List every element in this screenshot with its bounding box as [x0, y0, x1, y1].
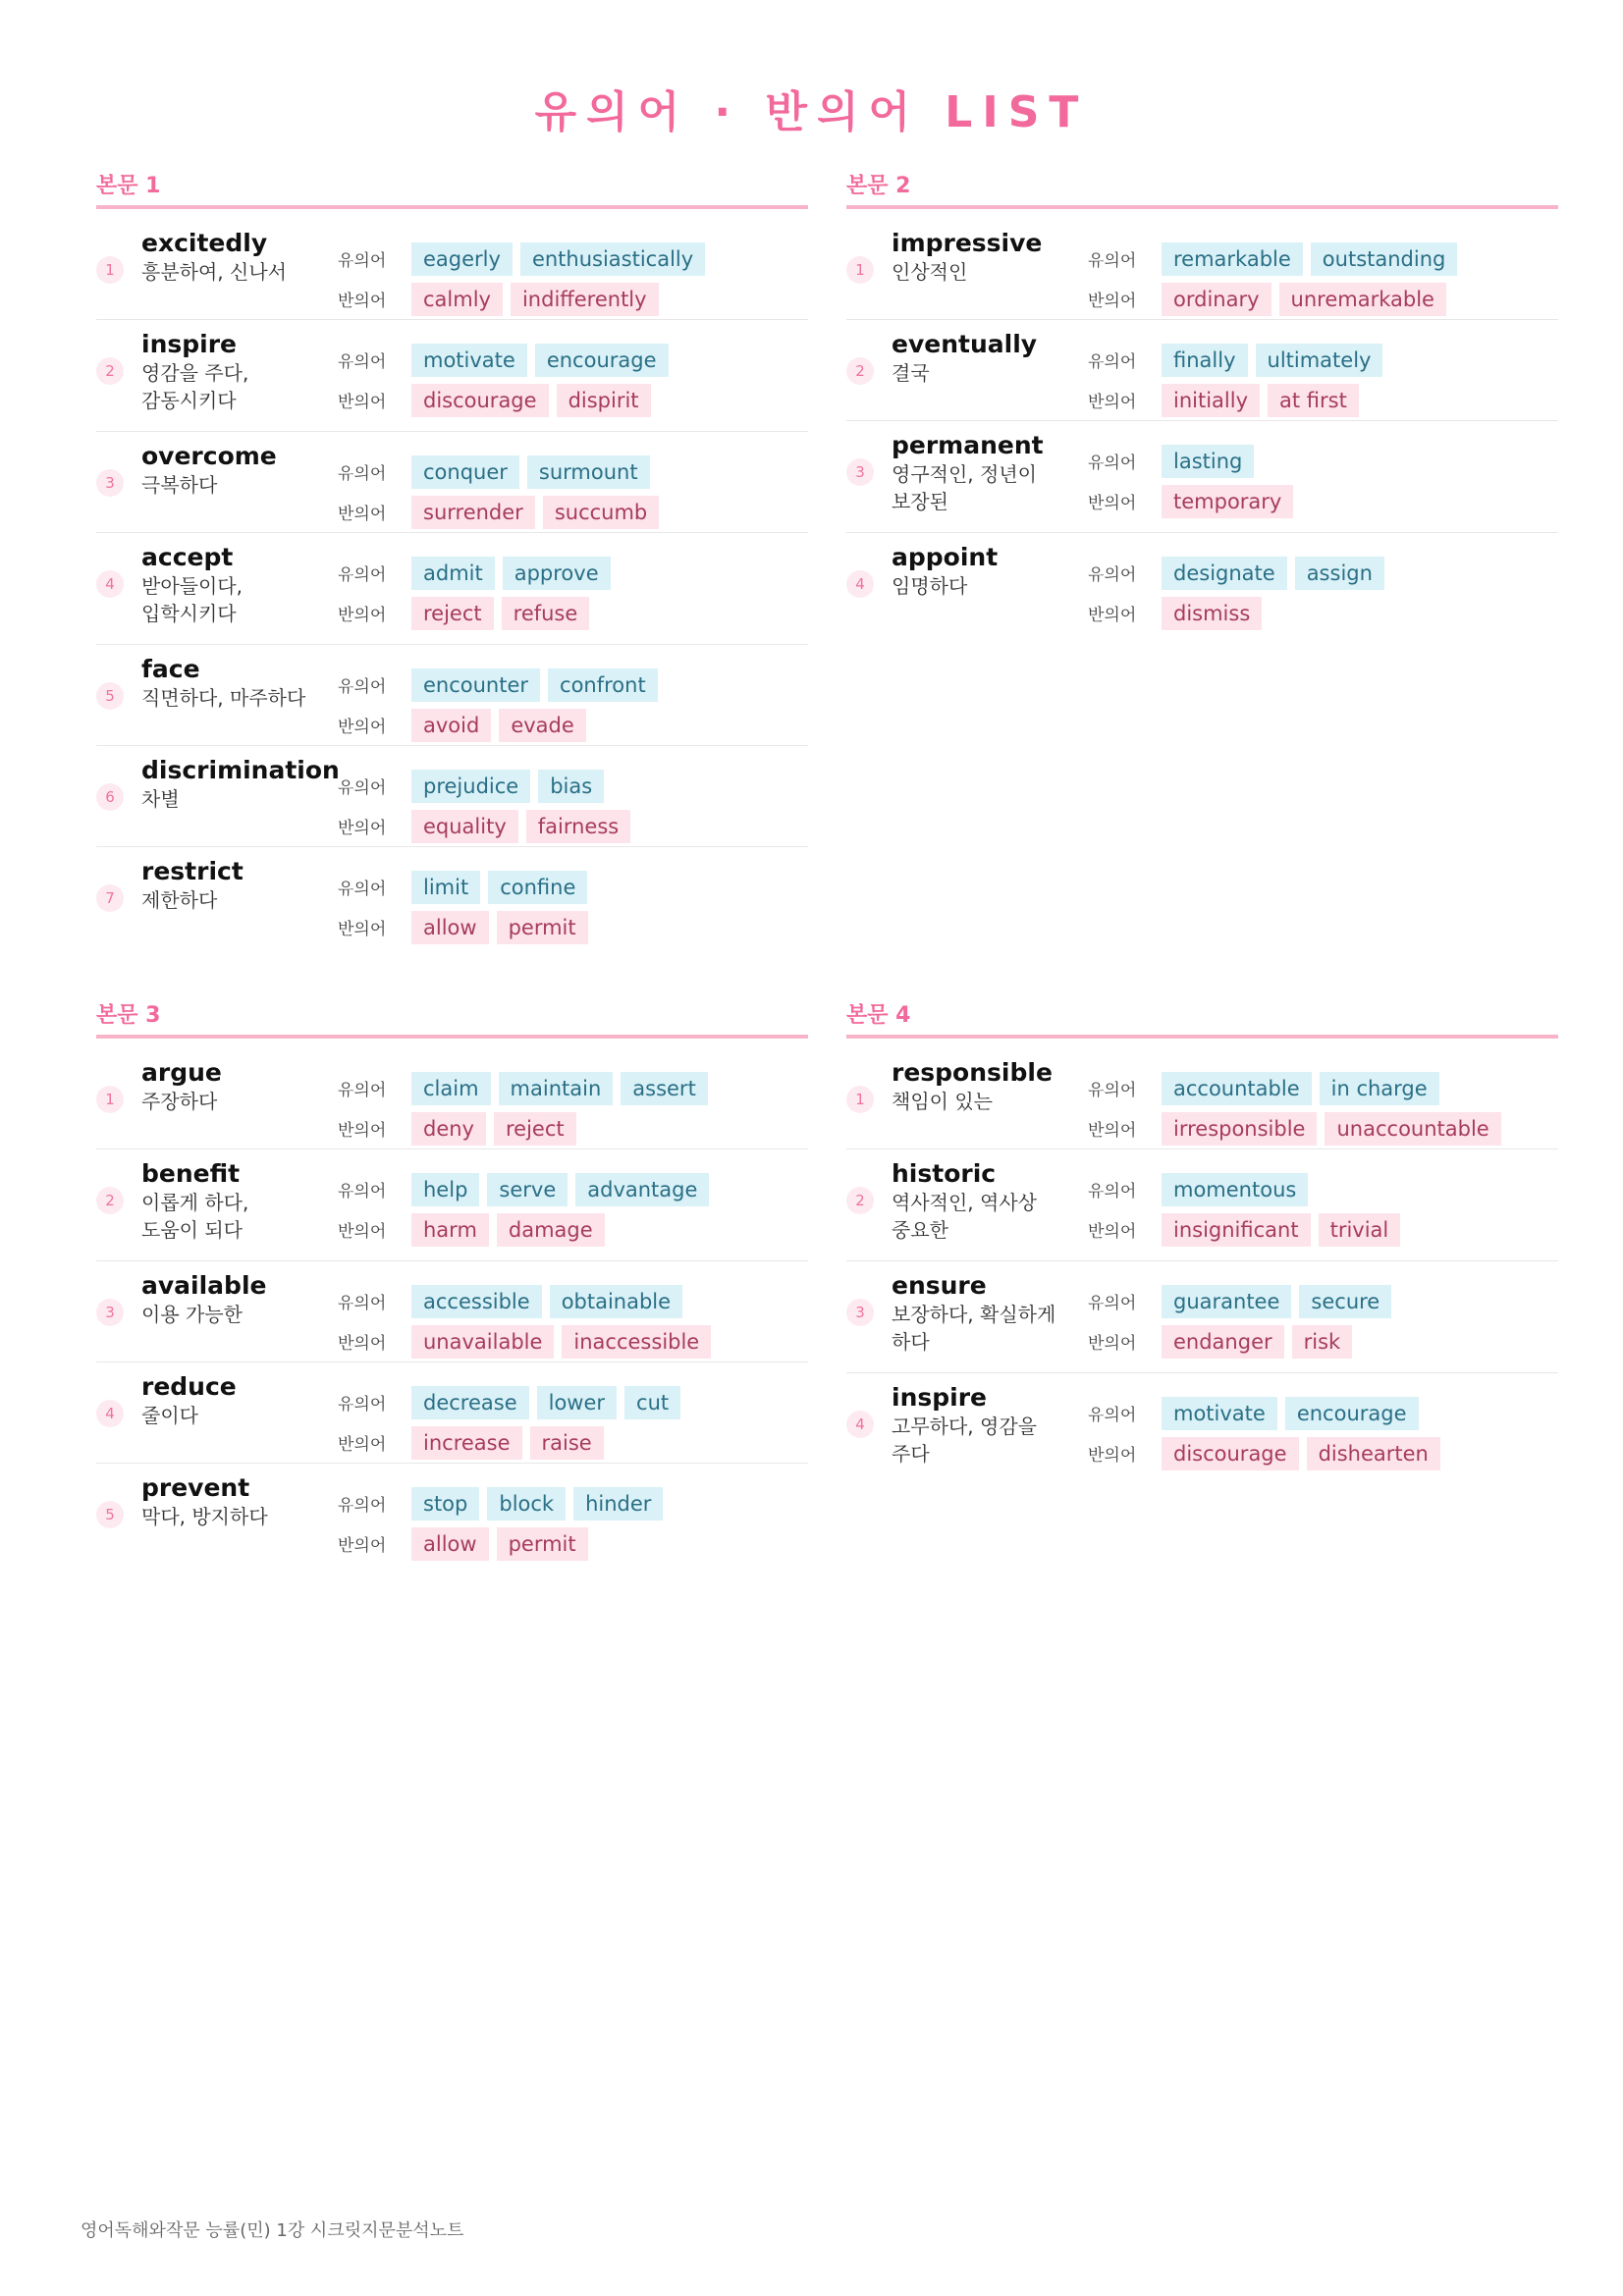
- antonym-label: 반의어: [1088, 606, 1137, 625]
- antonym-chip: inaccessible: [562, 1325, 711, 1359]
- synonym-chip: outstanding: [1311, 242, 1458, 276]
- synonym-chip: help: [411, 1173, 479, 1206]
- antonym-chip: endanger: [1162, 1325, 1284, 1359]
- antonym-row: [338, 380, 676, 420]
- synonym-row: [338, 1483, 671, 1523]
- entry-meaning: 주다: [892, 1442, 930, 1466]
- antonym-chip: indifferently: [511, 283, 659, 316]
- entry-number: 2: [96, 357, 124, 385]
- synonym-chip: decrease: [411, 1386, 529, 1419]
- antonym-label: 반의어: [1088, 292, 1137, 311]
- antonym-chip: allow: [411, 1527, 489, 1561]
- vocab-entry: [96, 847, 808, 947]
- relation-rows: [338, 766, 638, 846]
- word-column: [141, 543, 338, 627]
- relation-rows: [338, 1068, 716, 1148]
- vocab-entry: [846, 1048, 1558, 1149]
- entry-meaning: 감동시키다: [141, 389, 237, 412]
- antonym-chip: risk: [1292, 1325, 1353, 1359]
- synonym-row: [1088, 1281, 1399, 1321]
- antonym-chip: equality: [411, 810, 518, 843]
- synonym-chip: maintain: [499, 1072, 614, 1105]
- vocab-entry: [846, 533, 1558, 633]
- entry-meaning: 책임이 있는: [892, 1090, 993, 1113]
- antonym-label: 반의어: [338, 505, 387, 524]
- relation-rows: [1088, 1169, 1408, 1250]
- entry-meaning: 임명하다: [892, 574, 968, 598]
- antonym-label: 반의어: [338, 292, 387, 311]
- antonym-label: 반의어: [1088, 1334, 1137, 1354]
- synonym-chip: advantage: [575, 1173, 709, 1206]
- word-column: [892, 543, 1088, 600]
- antonym-row: [338, 1209, 717, 1250]
- entry-number: 1: [846, 1086, 874, 1113]
- entry-word: excitedly: [141, 229, 268, 257]
- synonym-chip: ultimately: [1256, 344, 1383, 377]
- synonym-row: [338, 665, 666, 705]
- entry-word: available: [141, 1271, 267, 1300]
- antonym-label: 반의어: [1088, 1121, 1137, 1141]
- synonym-chip: stop: [411, 1487, 479, 1521]
- antonym-chip: dismiss: [1162, 597, 1262, 630]
- entry-number: 4: [846, 570, 874, 598]
- entry-word: prevent: [141, 1473, 250, 1502]
- entry-meaning: 인상적인: [892, 260, 968, 284]
- antonym-chip: at first: [1268, 384, 1359, 417]
- antonym-chip: evade: [499, 709, 585, 742]
- synonym-chip: designate: [1162, 557, 1287, 590]
- entry-number: 3: [846, 458, 874, 486]
- antonym-row: [1088, 1321, 1399, 1362]
- entry-word: benefit: [141, 1159, 241, 1188]
- footer-text: 영어독해와작문 능률(민) 1강 시크릿지문분석노트: [81, 2220, 464, 2241]
- synonym-chip: serve: [487, 1173, 568, 1206]
- antonym-chip: harm: [411, 1213, 489, 1247]
- section-heading: 본문 3: [96, 994, 808, 1039]
- antonym-row: [1088, 481, 1301, 521]
- antonym-chip: surrender: [411, 496, 535, 529]
- relation-rows: [1088, 1068, 1509, 1148]
- word-column: [141, 442, 338, 499]
- synonym-chip: bias: [538, 770, 604, 803]
- synonym-chip: accessible: [411, 1285, 542, 1318]
- antonym-row: [338, 1108, 716, 1148]
- entry-word: appoint: [892, 543, 999, 571]
- word-column: [141, 1473, 338, 1530]
- synonym-label: 유의어: [1088, 1081, 1137, 1100]
- entry-meaning: 도움이 되다: [141, 1218, 243, 1242]
- antonym-chip: calmly: [411, 283, 503, 316]
- word-column: [141, 330, 338, 414]
- entry-word: responsible: [892, 1058, 1053, 1087]
- synonym-chip: lower: [537, 1386, 617, 1419]
- relation-rows: [338, 867, 596, 947]
- entry-number: 1: [846, 256, 874, 284]
- entry-word: face: [141, 655, 200, 683]
- relation-rows: [338, 1483, 671, 1564]
- synonym-row: [1088, 441, 1301, 481]
- relation-rows: [1088, 239, 1465, 319]
- synonym-label: 유의어: [1088, 1294, 1137, 1313]
- synonym-chip: limit: [411, 871, 480, 904]
- vocab-entry: [96, 645, 808, 746]
- word-column: [892, 1058, 1088, 1115]
- antonym-label: 반의어: [338, 819, 387, 838]
- relation-rows: [338, 1169, 717, 1250]
- section-heading: 본문 4: [846, 994, 1558, 1039]
- entry-meaning: 주장하다: [141, 1090, 218, 1113]
- entry-meaning: 입학시키다: [141, 602, 237, 625]
- antonym-label: 반의어: [338, 718, 387, 737]
- antonym-chip: permit: [497, 911, 588, 944]
- vocab-entry: [96, 219, 808, 320]
- synonym-chip: accountable: [1162, 1072, 1312, 1105]
- antonym-row: [338, 907, 596, 947]
- synonym-chip: assign: [1295, 557, 1384, 590]
- antonym-row: [1088, 380, 1390, 420]
- word-column: [141, 1058, 338, 1115]
- synonym-row: [338, 1068, 716, 1108]
- word-column: [892, 1271, 1088, 1356]
- relation-rows: [1088, 441, 1301, 521]
- antonym-row: [1088, 279, 1465, 319]
- synonym-label: 유의어: [1088, 1406, 1137, 1425]
- entry-meaning: 흥분하여, 신나서: [141, 260, 287, 284]
- antonym-row: [1088, 1209, 1408, 1250]
- antonym-chip: discourage: [411, 384, 549, 417]
- antonym-label: 반의어: [1088, 1446, 1137, 1466]
- antonym-chip: permit: [497, 1527, 588, 1561]
- antonym-label: 반의어: [338, 393, 387, 412]
- relation-rows: [338, 1382, 688, 1463]
- vocab-entry: [846, 1373, 1558, 1484]
- antonym-chip: reject: [411, 597, 494, 630]
- synonym-row: [1088, 553, 1392, 593]
- synonym-chip: momentous: [1162, 1173, 1308, 1206]
- synonym-label: 유의어: [338, 251, 387, 271]
- entry-meaning: 보장하다, 확실하게: [892, 1303, 1056, 1326]
- entry-number: 1: [96, 1086, 124, 1113]
- entry-meaning: 역사적인, 역사상: [892, 1191, 1037, 1214]
- synonym-chip: confine: [488, 871, 587, 904]
- word-column: [141, 857, 338, 914]
- antonym-chip: unaccountable: [1325, 1112, 1500, 1146]
- antonym-chip: initially: [1162, 384, 1260, 417]
- entry-meaning: 이롭게 하다,: [141, 1191, 249, 1214]
- word-column: [141, 1159, 338, 1244]
- synonym-chip: prejudice: [411, 770, 530, 803]
- antonym-chip: reject: [494, 1112, 576, 1146]
- entry-number: 2: [846, 1187, 874, 1214]
- synonym-chip: conquer: [411, 455, 519, 489]
- synonym-label: 유의어: [1088, 352, 1137, 372]
- relation-rows: [1088, 1393, 1448, 1473]
- entry-number: 6: [96, 783, 124, 811]
- synonym-label: 유의어: [338, 464, 387, 484]
- word-column: [892, 431, 1088, 515]
- relation-rows: [1088, 1281, 1399, 1362]
- word-column: [141, 1271, 338, 1328]
- antonym-chip: discourage: [1162, 1437, 1299, 1470]
- entry-number: 4: [846, 1411, 874, 1438]
- synonym-row: [1088, 239, 1465, 279]
- synonym-row: [1088, 1068, 1509, 1108]
- synonym-chip: finally: [1162, 344, 1248, 377]
- antonym-label: 반의어: [338, 606, 387, 625]
- relation-rows: [338, 665, 666, 745]
- word-column: [141, 229, 338, 286]
- synonym-label: 유의어: [338, 778, 387, 798]
- antonym-chip: allow: [411, 911, 489, 944]
- entry-meaning: 결국: [892, 361, 930, 385]
- vocab-entry: [846, 1149, 1558, 1261]
- entry-meaning: 보장된: [892, 490, 948, 513]
- word-column: [141, 1372, 338, 1429]
- synonym-row: [338, 1169, 717, 1209]
- antonym-row: [1088, 1433, 1448, 1473]
- entry-word: restrict: [141, 857, 243, 885]
- synonym-chip: encourage: [1285, 1397, 1419, 1430]
- relation-rows: [338, 1281, 719, 1362]
- antonym-chip: insignificant: [1162, 1213, 1311, 1247]
- synonym-chip: enthusiastically: [520, 242, 705, 276]
- antonym-chip: temporary: [1162, 485, 1293, 518]
- entry-number: 4: [96, 1400, 124, 1427]
- synonym-chip: remarkable: [1162, 242, 1303, 276]
- antonym-chip: ordinary: [1162, 283, 1271, 316]
- synonym-row: [338, 766, 638, 806]
- synonym-chip: motivate: [1162, 1397, 1277, 1430]
- antonym-row: [338, 705, 666, 745]
- antonym-label: 반의어: [338, 920, 387, 939]
- synonym-chip: guarantee: [1162, 1285, 1291, 1318]
- synonym-label: 유의어: [338, 1081, 387, 1100]
- synonym-row: [338, 340, 676, 380]
- synonym-row: [338, 1382, 688, 1422]
- synonym-chip: cut: [624, 1386, 680, 1419]
- synonym-row: [338, 867, 596, 907]
- synonym-chip: eagerly: [411, 242, 513, 276]
- vocab-entry: [96, 533, 808, 645]
- synonym-label: 유의어: [338, 1182, 387, 1201]
- antonym-label: 반의어: [1088, 393, 1137, 412]
- antonym-chip: deny: [411, 1112, 486, 1146]
- vocab-entry: [96, 1048, 808, 1149]
- section-1: [96, 165, 808, 947]
- antonym-label: 반의어: [338, 1435, 387, 1455]
- synonym-chip: approve: [503, 557, 611, 590]
- word-column: [892, 1159, 1088, 1244]
- entry-number: 3: [846, 1299, 874, 1326]
- entry-meaning: 영감을 주다,: [141, 361, 249, 385]
- antonym-label: 반의어: [338, 1334, 387, 1354]
- entry-word: accept: [141, 543, 234, 571]
- antonym-row: [338, 1523, 671, 1564]
- synonym-label: 유의어: [338, 352, 387, 372]
- antonym-row: [338, 492, 667, 532]
- entry-meaning: 극복하다: [141, 473, 218, 497]
- entry-number: 3: [96, 1299, 124, 1326]
- entry-meaning: 받아들이다,: [141, 574, 243, 598]
- synonym-chip: hinder: [573, 1487, 663, 1521]
- entry-number: 5: [96, 682, 124, 710]
- section-heading: 본문 2: [846, 165, 1558, 209]
- entry-word: ensure: [892, 1271, 987, 1300]
- synonym-label: 유의어: [338, 880, 387, 899]
- antonym-chip: dishearten: [1307, 1437, 1440, 1470]
- antonym-chip: damage: [497, 1213, 605, 1247]
- section-2: [846, 165, 1558, 633]
- word-column: [892, 229, 1088, 286]
- vocab-entry: [96, 1362, 808, 1464]
- synonym-row: [338, 553, 619, 593]
- relation-rows: [1088, 553, 1392, 633]
- entry-meaning: 직면하다, 마주하다: [141, 686, 306, 710]
- entry-meaning: 막다, 방지하다: [141, 1505, 268, 1528]
- entry-number: 2: [96, 1187, 124, 1214]
- antonym-chip: increase: [411, 1426, 522, 1460]
- entry-word: inspire: [141, 330, 237, 358]
- synonym-label: 유의어: [338, 565, 387, 585]
- synonym-label: 유의어: [338, 677, 387, 697]
- page-title: 유의어 · 반의어 LIST: [534, 87, 1089, 137]
- entry-number: 5: [96, 1501, 124, 1528]
- entry-number: 2: [846, 357, 874, 385]
- synonym-chip: lasting: [1162, 445, 1254, 478]
- entry-meaning: 영구적인, 정년이: [892, 462, 1037, 486]
- word-column: [892, 1383, 1088, 1468]
- vocab-entry: [96, 1149, 808, 1261]
- antonym-chip: irresponsible: [1162, 1112, 1317, 1146]
- entry-meaning: 하다: [892, 1330, 930, 1354]
- synonym-label: 유의어: [338, 1496, 387, 1516]
- antonym-chip: avoid: [411, 709, 491, 742]
- synonym-label: 유의어: [1088, 251, 1137, 271]
- entry-word: eventually: [892, 330, 1038, 358]
- antonym-label: 반의어: [338, 1222, 387, 1242]
- synonym-chip: block: [487, 1487, 566, 1521]
- synonym-label: 유의어: [1088, 565, 1137, 585]
- antonym-chip: trivial: [1319, 1213, 1401, 1247]
- antonym-chip: dispirit: [557, 384, 651, 417]
- vocab-entry: [846, 219, 1558, 320]
- relation-rows: [338, 452, 667, 532]
- synonym-chip: obtainable: [550, 1285, 682, 1318]
- word-column: [892, 330, 1088, 387]
- synonym-chip: surmount: [527, 455, 650, 489]
- relation-rows: [338, 553, 619, 633]
- antonym-row: [338, 1321, 719, 1362]
- entry-meaning: 제한하다: [141, 888, 218, 912]
- synonym-chip: assert: [621, 1072, 708, 1105]
- entry-number: 1: [96, 256, 124, 284]
- antonym-chip: fairness: [526, 810, 630, 843]
- vocab-entry: [846, 320, 1558, 421]
- synonym-chip: encounter: [411, 668, 540, 702]
- synonym-row: [338, 239, 713, 279]
- relation-rows: [338, 340, 676, 420]
- entry-word: reduce: [141, 1372, 237, 1401]
- antonym-row: [1088, 1108, 1509, 1148]
- synonym-chip: admit: [411, 557, 495, 590]
- antonym-label: 반의어: [338, 1121, 387, 1141]
- synonym-row: [1088, 340, 1390, 380]
- vocab-entry: [96, 432, 808, 533]
- antonym-row: [338, 593, 619, 633]
- synonym-chip: confront: [548, 668, 658, 702]
- synonym-row: [1088, 1393, 1448, 1433]
- synonym-row: [338, 452, 667, 492]
- entry-word: permanent: [892, 431, 1044, 459]
- vocab-entry: [846, 421, 1558, 533]
- word-column: [141, 655, 338, 712]
- synonym-chip: secure: [1299, 1285, 1391, 1318]
- antonym-row: [338, 806, 638, 846]
- antonym-chip: succumb: [543, 496, 659, 529]
- vocab-entry: [846, 1261, 1558, 1373]
- antonym-chip: raise: [530, 1426, 604, 1460]
- entry-meaning: 고무하다, 영감을: [892, 1415, 1037, 1438]
- section-3: [96, 994, 808, 1564]
- antonym-chip: unremarkable: [1279, 283, 1446, 316]
- entry-word: historic: [892, 1159, 997, 1188]
- entry-meaning: 차별: [141, 787, 180, 811]
- antonym-label: 반의어: [1088, 494, 1137, 513]
- antonym-chip: unavailable: [411, 1325, 554, 1359]
- section-4: [846, 994, 1558, 1484]
- entry-word: argue: [141, 1058, 222, 1087]
- antonym-chip: refuse: [502, 597, 590, 630]
- synonym-label: 유의어: [338, 1395, 387, 1415]
- synonym-label: 유의어: [1088, 454, 1137, 473]
- synonym-chip: encourage: [535, 344, 669, 377]
- word-column: [141, 756, 338, 813]
- vocab-entry: [96, 1261, 808, 1362]
- entry-number: 7: [96, 884, 124, 912]
- vocab-entry: [96, 1464, 808, 1564]
- synonym-row: [1088, 1169, 1408, 1209]
- relation-rows: [338, 239, 713, 319]
- synonym-chip: claim: [411, 1072, 491, 1105]
- entry-meaning: 줄이다: [141, 1404, 198, 1427]
- entry-number: 4: [96, 570, 124, 598]
- synonym-row: [338, 1281, 719, 1321]
- antonym-label: 반의어: [1088, 1222, 1137, 1242]
- section-heading: 본문 1: [96, 165, 808, 209]
- antonym-row: [1088, 593, 1392, 633]
- synonym-chip: in charge: [1320, 1072, 1439, 1105]
- antonym-row: [338, 1422, 688, 1463]
- entry-number: 3: [96, 469, 124, 497]
- antonym-row: [338, 279, 713, 319]
- synonym-label: 유의어: [338, 1294, 387, 1313]
- entry-word: overcome: [141, 442, 277, 470]
- entry-meaning: 이용 가능한: [141, 1303, 243, 1326]
- synonym-chip: motivate: [411, 344, 527, 377]
- synonym-label: 유의어: [1088, 1182, 1137, 1201]
- antonym-label: 반의어: [338, 1536, 387, 1556]
- entry-word: discrimination: [141, 756, 340, 784]
- entry-word: impressive: [892, 229, 1043, 257]
- entry-meaning: 중요한: [892, 1218, 948, 1242]
- relation-rows: [1088, 340, 1390, 420]
- vocab-entry: [96, 320, 808, 432]
- entry-word: inspire: [892, 1383, 987, 1412]
- vocab-entry: [96, 746, 808, 847]
